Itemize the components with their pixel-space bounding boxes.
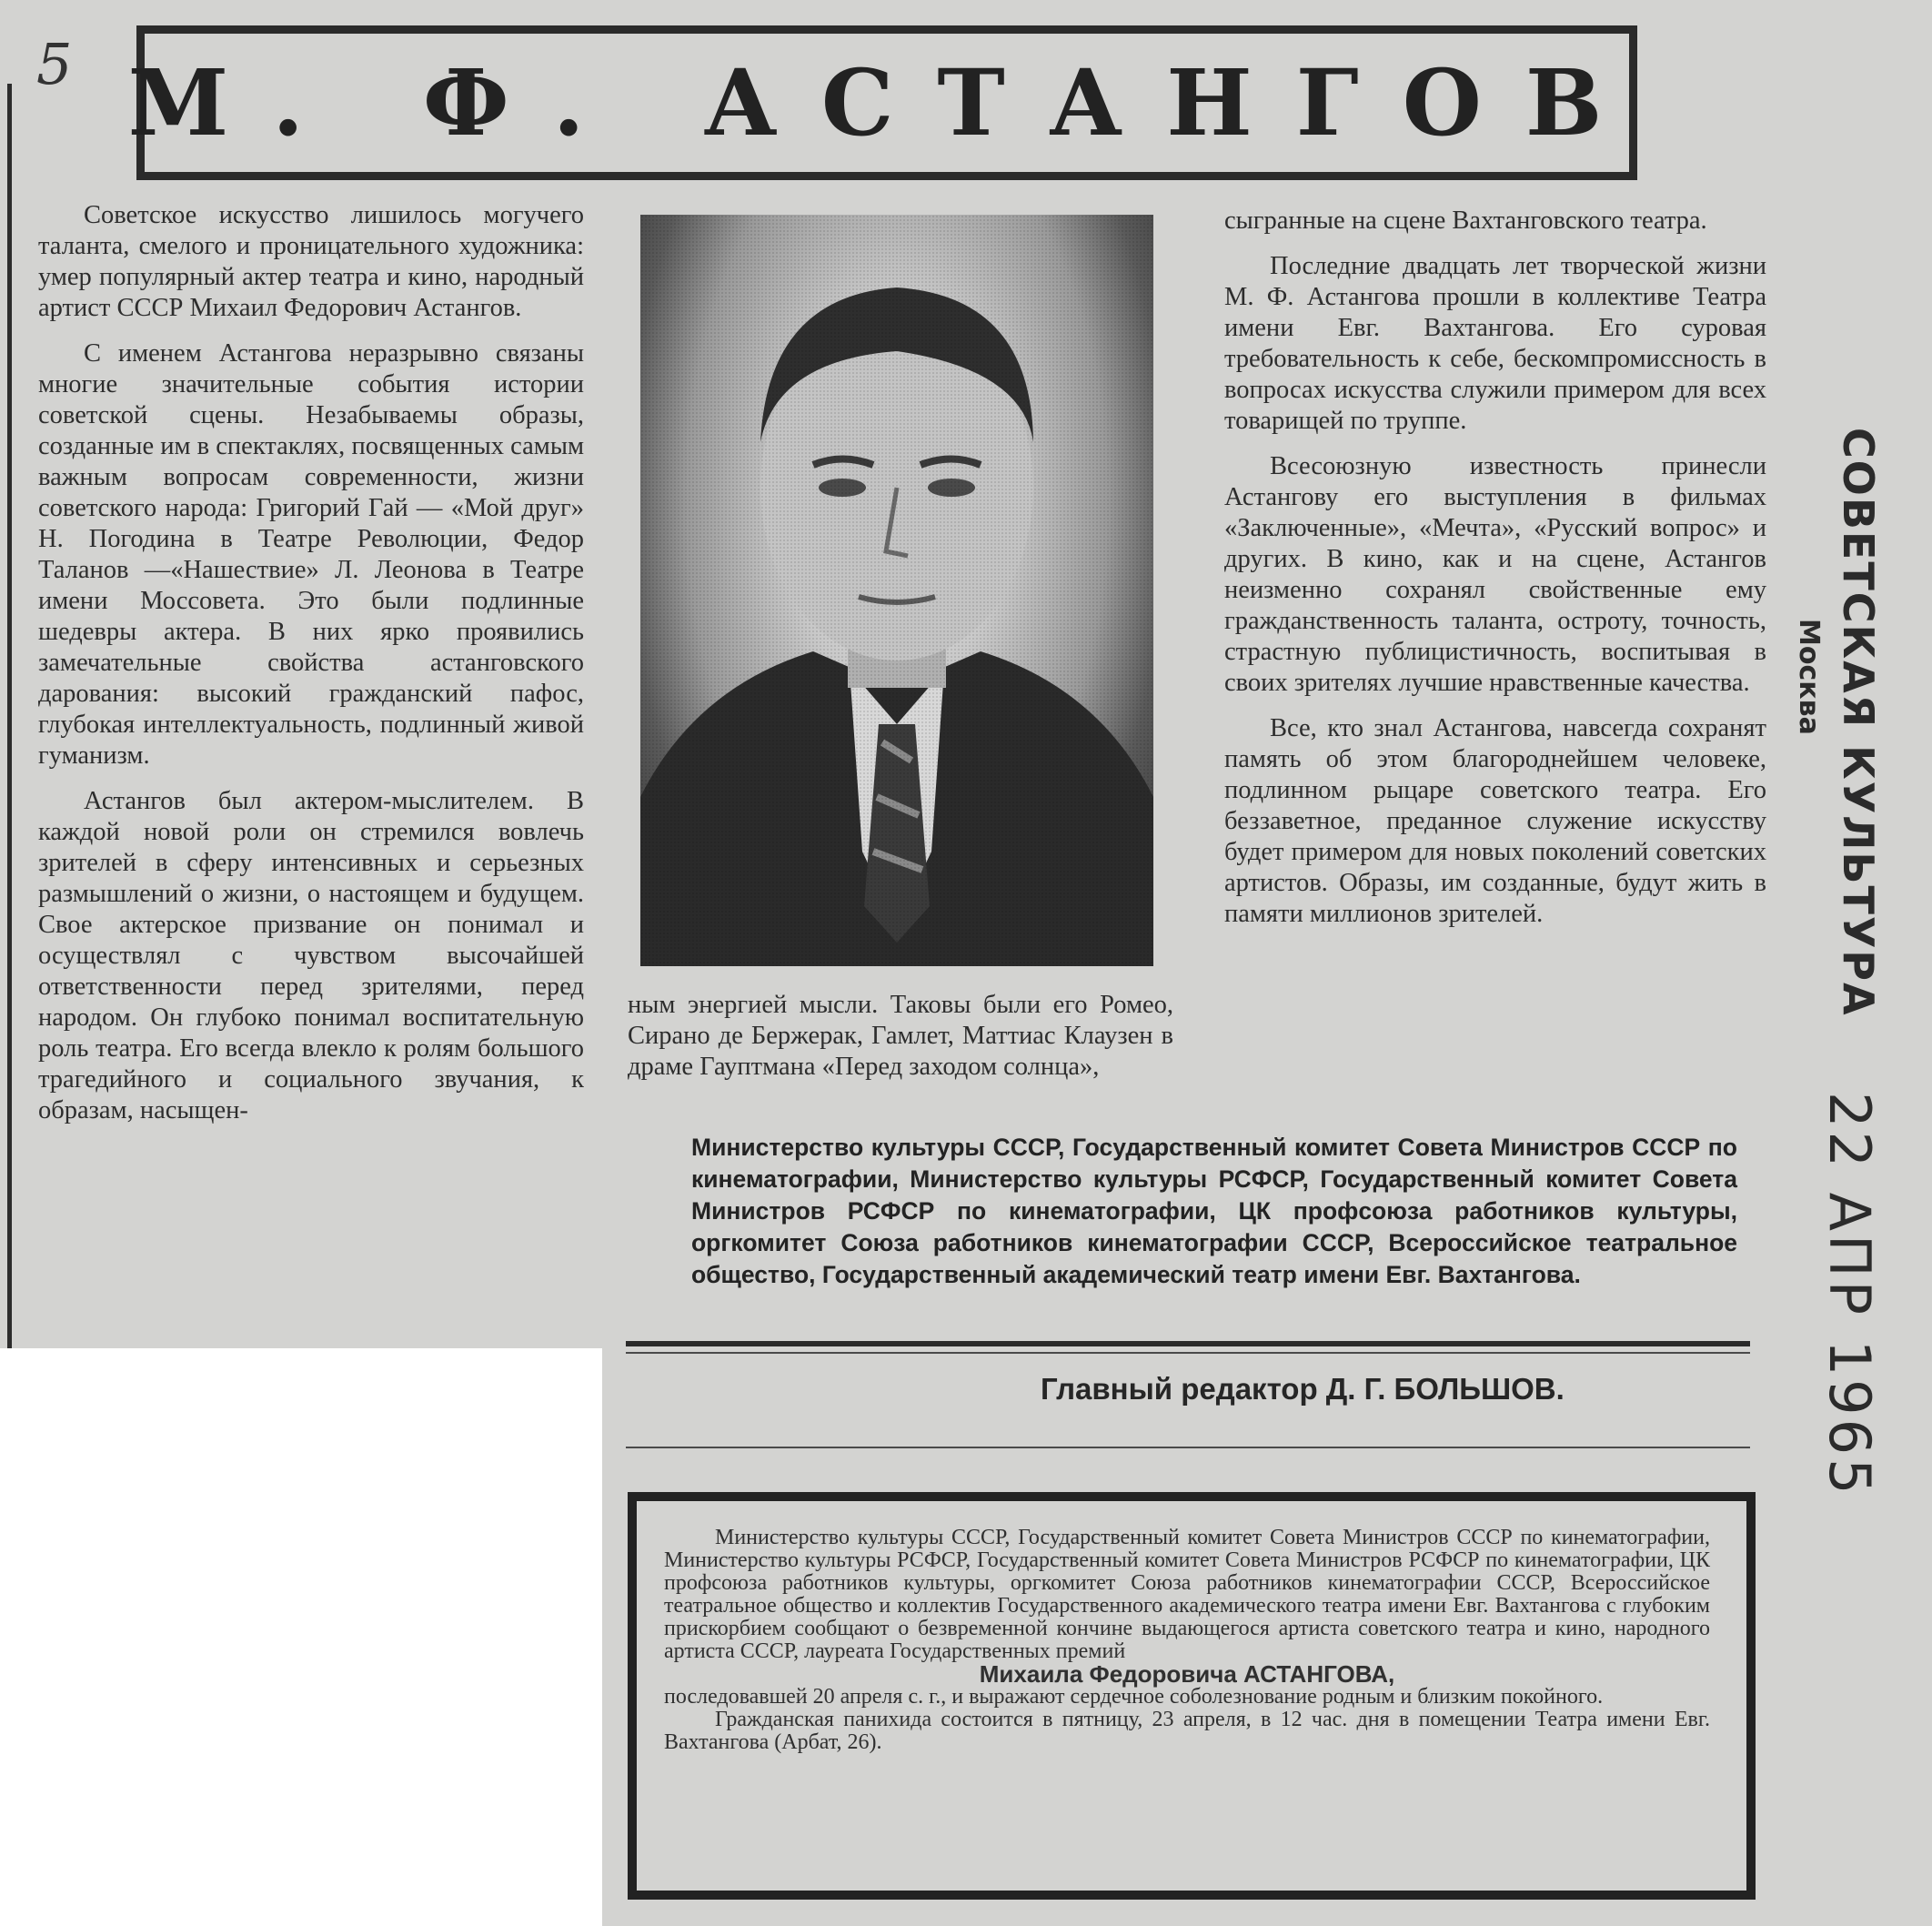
stamp-newspaper-name: СОВЕТСКАЯ КУЛЬТУРА xyxy=(1834,428,1883,1017)
signatories-block: Министерство культуры СССР, Государственный комитет Совета Министров СССР по кинематографии, Министерство культуры РСФСР, Государственный комитет Совета Министров РСФСР по кинематографии, ЦК профсоюза работников культуры, оргкомитет Союза работников кинематографии СССР, Всероссийское театральное общество, Государственный академический театр имени Евг. Вахтангова. xyxy=(691,1134,1737,1288)
column-middle xyxy=(628,990,1173,1097)
paragraph: Все, кто знал Астангова, навсегда сохранят память об этом благороднейшем человеке, подлинном рыцаре советского театра. Его беззаветное, преданное служение искусству будет примером для новых поколений советских артистов. Образы, им созданные, будут жить в памяти миллионов зрителей. xyxy=(1224,714,1766,928)
editor-credit: Главный редактор Д. Г. БОЛЬШОВ. xyxy=(1041,1372,1565,1406)
paragraph: Астангов был актером-мыслителем. В каждой новой роли он стремился вовлечь зрителей в сферу интенсивных и серьезных размышлений о жизни, о настоящем и будущем. Свое актерское призвание он понимал и осуществлял с чувством высочайшей ответственности перед зрителями, перед народом. Он глубоко понимал воспитательную роль театра. Его всегда влекло к ролям большого трагедийного и социального звучания, к образам, насыщен- xyxy=(38,787,584,1124)
notice-name: Михаила Федоровича АСТАНГОВА, xyxy=(979,1660,1395,1688)
obituary-notice xyxy=(664,1527,1710,1754)
divider-rule xyxy=(626,1352,1750,1354)
left-border-rule xyxy=(7,84,12,1348)
handwritten-page-number: 5 xyxy=(36,31,73,97)
divider-rule xyxy=(626,1447,1750,1448)
column-left xyxy=(38,200,584,1141)
paragraph: Последние двадцать лет творческой жизни М. Ф. Астангова прошли в коллективе Театра имени Евг. Вахтангова. Его суровая требовательность к себе, бескомпромиссность в вопросах искусства служили примером для всех товарищей по труппе. xyxy=(1224,252,1766,435)
paragraph: С именем Астангова неразрывно связаны многие значительные события истории советской сцены. Незабываемы образы, созданные им в спектаклях, посвященных самым важным вопросам современности, жизни советского народа: Григорий Гай — «Мой друг» Н. Погодина в Театре Революции, Федор Таланов —«Нашествие» Л. Леонова в Театре имени Моссовета. Это были подлинные шедевры актера. В них ярко проявились замечательные свойства астанговского дарования: высокий гражданский пафос, глубокая интеллектуальность, подлинный живой гуманизм. xyxy=(38,339,584,770)
notice-condolence: последовавшей 20 апреля с. г., и выражают сердечное соболезнование родным и близким покойного. xyxy=(664,1685,1604,1709)
portrait-illustration xyxy=(640,215,1153,966)
paragraph: сыгранные на сцене Вахтанговского театра. xyxy=(1224,207,1707,235)
paragraph: Всесоюзную известность принесли Астангову его выступления в фильмах «Заключенные», «Мечта», «Русский вопрос» и других. В кино, как и на сцене, Астангов неизменно сохранял свойственные ему гражданственность таланта, остроту, точность, страстную публицистичность, воспитывая в своих зрителях лучшие нравственные качества. xyxy=(1224,452,1766,697)
notice-funeral: Гражданская панихида состоится в пятницу, 23 апреля, в 12 час. дня в помещении Театра имени Евг. Вахтангова (Арбат, 26). xyxy=(664,1708,1710,1754)
stamp-city: Москва xyxy=(1793,619,1825,735)
portrait-photo xyxy=(640,215,1153,966)
divider-rule xyxy=(626,1341,1750,1346)
stamp-date: 22 АПР 1965 xyxy=(1816,1092,1883,1498)
headline: М. Ф. АСТАНГОВ xyxy=(127,49,1646,156)
paragraph: Советское искусство лишилось могучего таланта, смелого и проницательного художника: умер популярный актер театра и кино, народный артист СССР Михаил Федорович Астангов. xyxy=(38,201,584,322)
paragraph: ным энергией мысли. Таковы были его Ромео, Сирано де Бержерак, Гамлет, Маттиас Клаузен в драме Гауптмана «Перед заходом солнца», xyxy=(628,991,1173,1081)
column-right xyxy=(1224,206,1766,944)
headline-box xyxy=(127,25,1646,180)
notice-body: Министерство культуры СССР, Государственный комитет Совета Министров СССР по кинематографии, Министерство культуры РСФСР, Государственный комитет Совета Министров РСФСР по кинематографии, ЦК профсоюза работников культуры, оргкомитет Союза работников кинематографии СССР, Всероссийское театральное общество и коллектив Государственного академического театра имени Евг. Вахтангова с глубоким прискорбием сообщают о безвременной кончине выдающегося артиста советского театра и кино, народного артиста СССР, лауреата Государственных премий xyxy=(664,1526,1710,1663)
